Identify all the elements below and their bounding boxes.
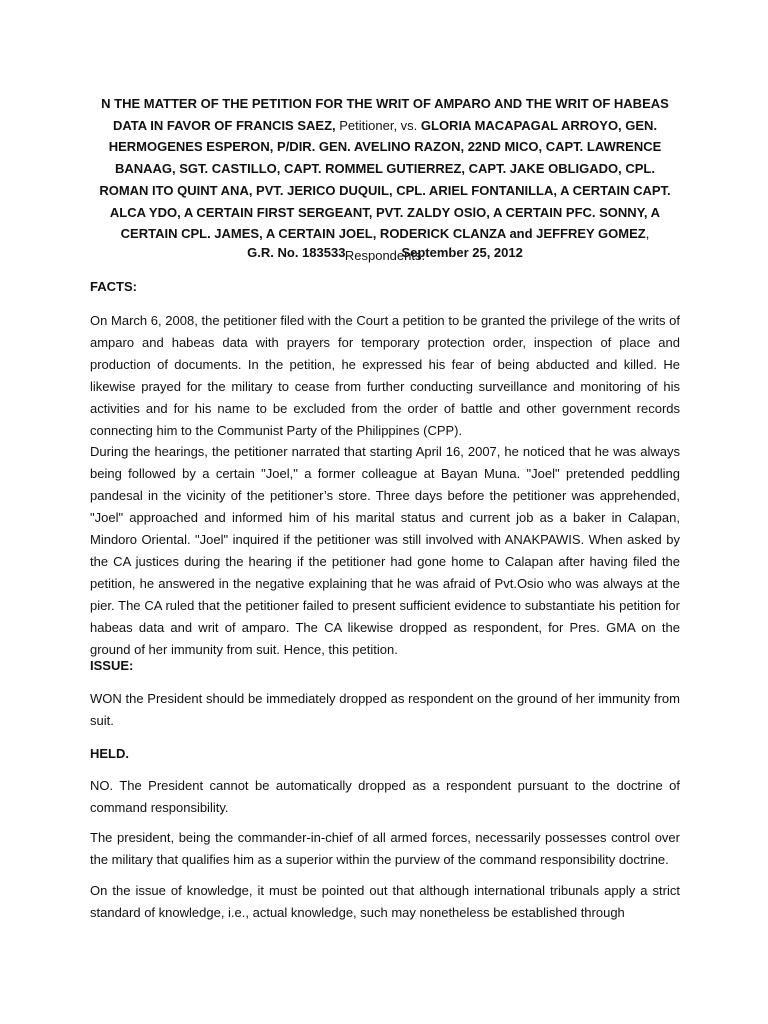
held-paragraph-1: NO. The President cannot be automatically dropped as a respondent pursuant to the doctrine of command responsibility. <box>90 778 680 815</box>
facts-heading: FACTS: <box>90 279 137 294</box>
case-reference <box>90 242 680 264</box>
caption-matter: N THE MATTER OF THE PETITION FOR THE WRIT OF AMPARO AND THE WRIT OF HABEAS DATA IN FAVOR OF FRANCIS SAEZ, <box>101 96 669 133</box>
held-heading: HELD. <box>90 746 129 761</box>
case-number: G.R. No. 183533 <box>247 245 346 260</box>
issue-heading: ISSUE: <box>90 658 134 673</box>
held-paragraph-3: On the issue of knowledge, it must be pointed out that although international tribunals apply a strict standard of knowledge, i.e., actual knowledge, such may nonetheless be established through <box>90 883 680 920</box>
case-caption <box>90 93 680 267</box>
caption-petitioner-label: Petitioner, vs. <box>335 117 421 133</box>
facts-paragraph-1: On March 6, 2008, the petitioner filed with the Court a petition to be granted the privilege of the writs of amparo and habeas data with prayers for temporary protection order, inspection of place and production of documents. In the petition, he expressed his fear of being abducted and killed. He likewise prayed for the military to cease from further conducting surveillance and monitoring of his activities and for his name to be excluded from the order of battle and other government records connecting him to the Communist Party of the Philippines (CPP). <box>90 313 680 438</box>
held-paragraph-2: The president, being the commander-in-chief of all armed forces, necessarily possesses control over the military that qualifies him as a superior within the purview of the command responsibility doctrine. <box>90 830 680 867</box>
issue-text: WON the President should be immediately dropped as respondent on the ground of her immunity from suit. <box>90 691 680 728</box>
caption-respondents-names: GLORIA MACAPAGAL ARROYO, GEN. HERMOGENES ESPERON, P/DIR. GEN. AVELINO RAZON, 22ND MICO, CAPT. LAWRENCE BANAAG, SGT. CASTILLO, CAPT. ROMMEL GUTIERREZ, CAPT. JAKE OBLIGADO, CPL. ROMAN ITO QUINT ANA, PVT. JERICO DUQUIL, CPL. ARIEL FONTANILLA, A CERTAIN CAPT. ALCA YDO, A CERTAIN FIRST SERGEANT, PVT. ZALDY OSlO, A CERTAIN PFC. SONNY, A CERTAIN CPL. JAMES, A CERTAIN JOEL, RODERICK CLANZA and JEFFREY GOMEZ <box>99 117 671 242</box>
facts-paragraph-2: During the hearings, the petitioner narrated that starting April 16, 2007, he noticed that he was always being followed by a certain "Joel," a former colleague at Bayan Muna. "Joel" pretended peddling pandesal in the vicinity of the petitioner’s store. Three days before the petitioner was apprehended, "Joel" approached and informed him of his marital status and current job as a baker in Calapan, Mindoro Oriental. "Joel" inquired if the petitioner was still involved with ANAKPAWIS. When asked by the CA justices during the hearing if the petitioner had gone home to Calapan after having filed the petition, he answered in the negative explaining that he was afraid of Pvt.Osio who was always at the pier. The CA ruled that the petitioner failed to present sufficient evidence to substantiate his petition for habeas data and writ of amparo. The CA likewise dropped as respondent, for Pres. GMA on the ground of her immunity from suit. Hence, this petition. <box>90 444 680 657</box>
caption-respondents-label: , Respondents. <box>344 226 650 263</box>
case-date: September 25, 2012 <box>401 245 523 260</box>
